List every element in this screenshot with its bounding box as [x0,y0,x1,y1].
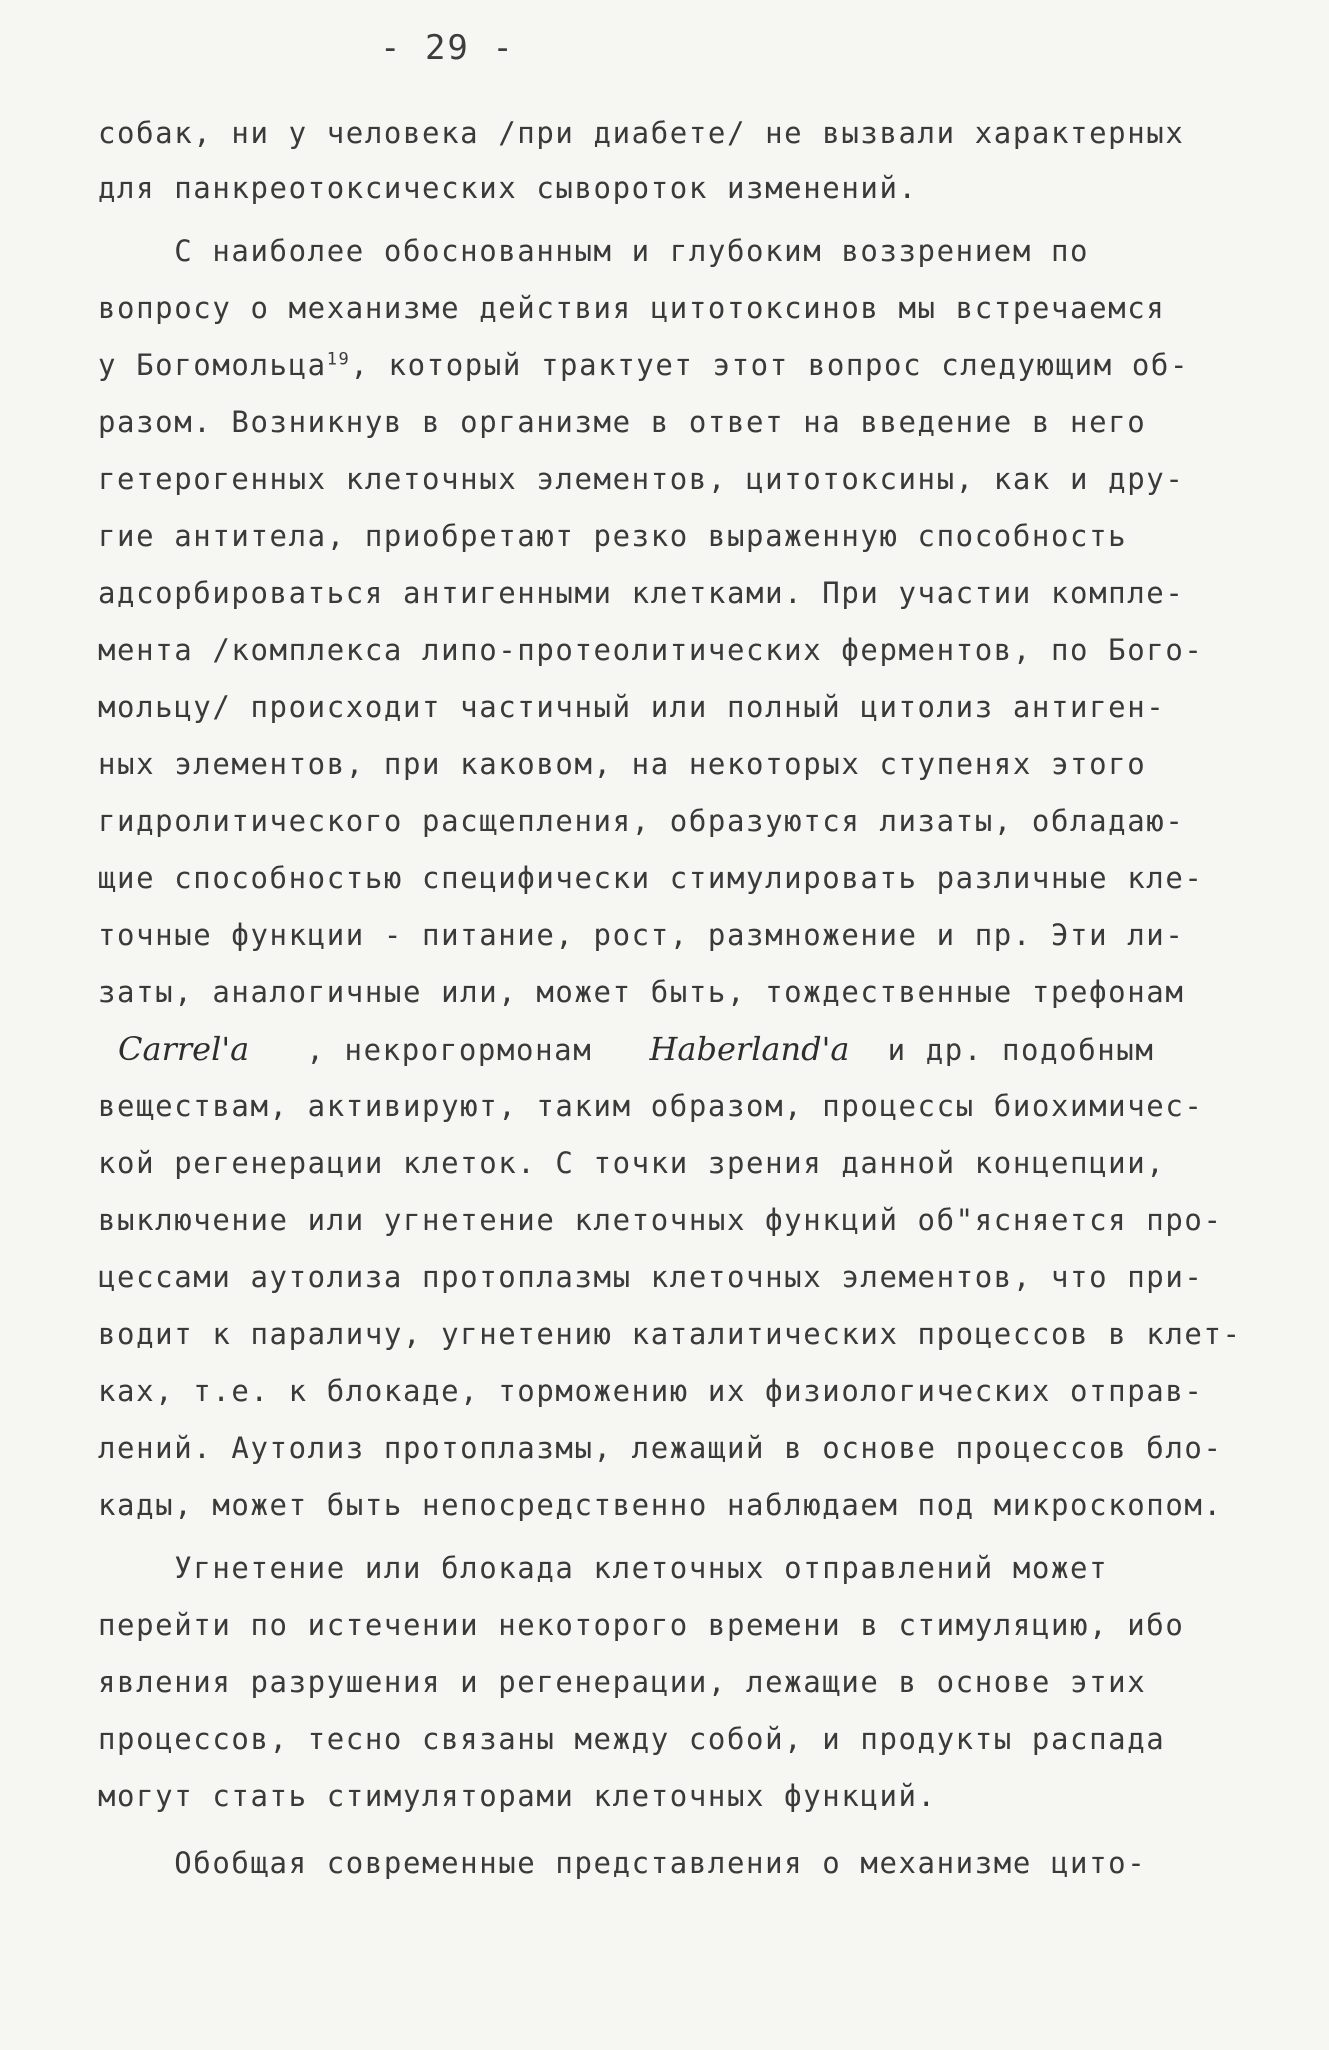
text-segment: и др. подобным [887,1033,1155,1067]
text-line: кады, может быть непосредственно наблюдаем под микроскопом. [98,1488,1223,1522]
text-line: явления разрушения и регенерации, лежащие в основе этих [98,1665,1147,1699]
handwritten-name-carrel: Carrel'a [118,1030,250,1068]
text-line: гетерогенных клеточных элементов, цитотоксины, как и дру- [98,462,1185,496]
text-line: Угнетение или блокада клеточных отправлений может [98,1551,1109,1585]
text-line-names [118,1031,1154,1068]
text-line: собак, ни у человека /при диабете/ не вызвали характерных [98,116,1185,150]
handwritten-name-haberland: Haberland'a [649,1030,850,1068]
text-line: ках, т.е. к блокаде, торможению их физиологических отправ- [98,1374,1204,1408]
author-name: у Богомольца [98,348,327,382]
text-line: цессами аутолиза протоплазмы клеточных элементов, что при- [98,1260,1204,1294]
text-line: могут стать стимуляторами клеточных функций. [98,1779,937,1813]
text-line: заты, аналогичные или, может быть, тождественные трефонам [98,975,1185,1009]
page-number: - 29 - [380,28,515,68]
text-line: мольцу/ происходит частичный или полный цитолиз антиген- [98,690,1166,724]
text-line: для панкреотоксических сывороток изменений. [98,171,918,205]
text-line: гие антитела, приобретают резко выраженную способность [98,519,1128,553]
text-line: перейти по истечении некоторого времени в стимуляцию, ибо [98,1608,1185,1642]
text-line: веществам, активируют, таким образом, процессы биохимичес- [98,1089,1204,1123]
text-line [98,347,1189,383]
text-line: водит к параличу, угнетению каталитических процессов в клет- [98,1317,1242,1351]
text-line: мента /комплекса липо-протеолитических ферментов, по Бого- [98,633,1204,667]
text-line: щие способностью специфически стимулировать различные кле- [98,861,1204,895]
footnote-reference: 19 [326,349,351,370]
text-line: Обобщая современные представления о механизме цито- [98,1846,1147,1880]
text-line: гидролитического расщепления, образуются лизаты, обладаю- [98,804,1185,838]
text-line: точные функции - питание, рост, размножение и пр. Эти ли- [98,918,1185,952]
text-line: С наиболее обоснованным и глубоким воззрением по [98,234,1090,268]
text-line: разом. Возникнув в организме в ответ на введение в него [98,405,1147,439]
text-line: кой регенерации клеток. С точки зрения данной концепции, [98,1146,1166,1180]
text-line: адсорбироваться антигенными клетками. При участии компле- [98,576,1185,610]
text-line: ных элементов, при каковом, на некоторых ступенях этого [98,747,1147,781]
text-line: процессов, тесно связаны между собой, и продукты распада [98,1722,1166,1756]
text-line: выключение или угнетение клеточных функций об"ясняется про- [98,1203,1223,1237]
text-line: вопросу о механизме действия цитотоксинов мы встречаемся [98,291,1166,325]
text-line: лений. Аутолиз протоплазмы, лежащий в основе процессов бло- [98,1431,1223,1465]
text-line-tail: , который трактует этот вопрос следующим об- [350,348,1190,382]
text-segment: , некрогормонам [306,1033,593,1067]
